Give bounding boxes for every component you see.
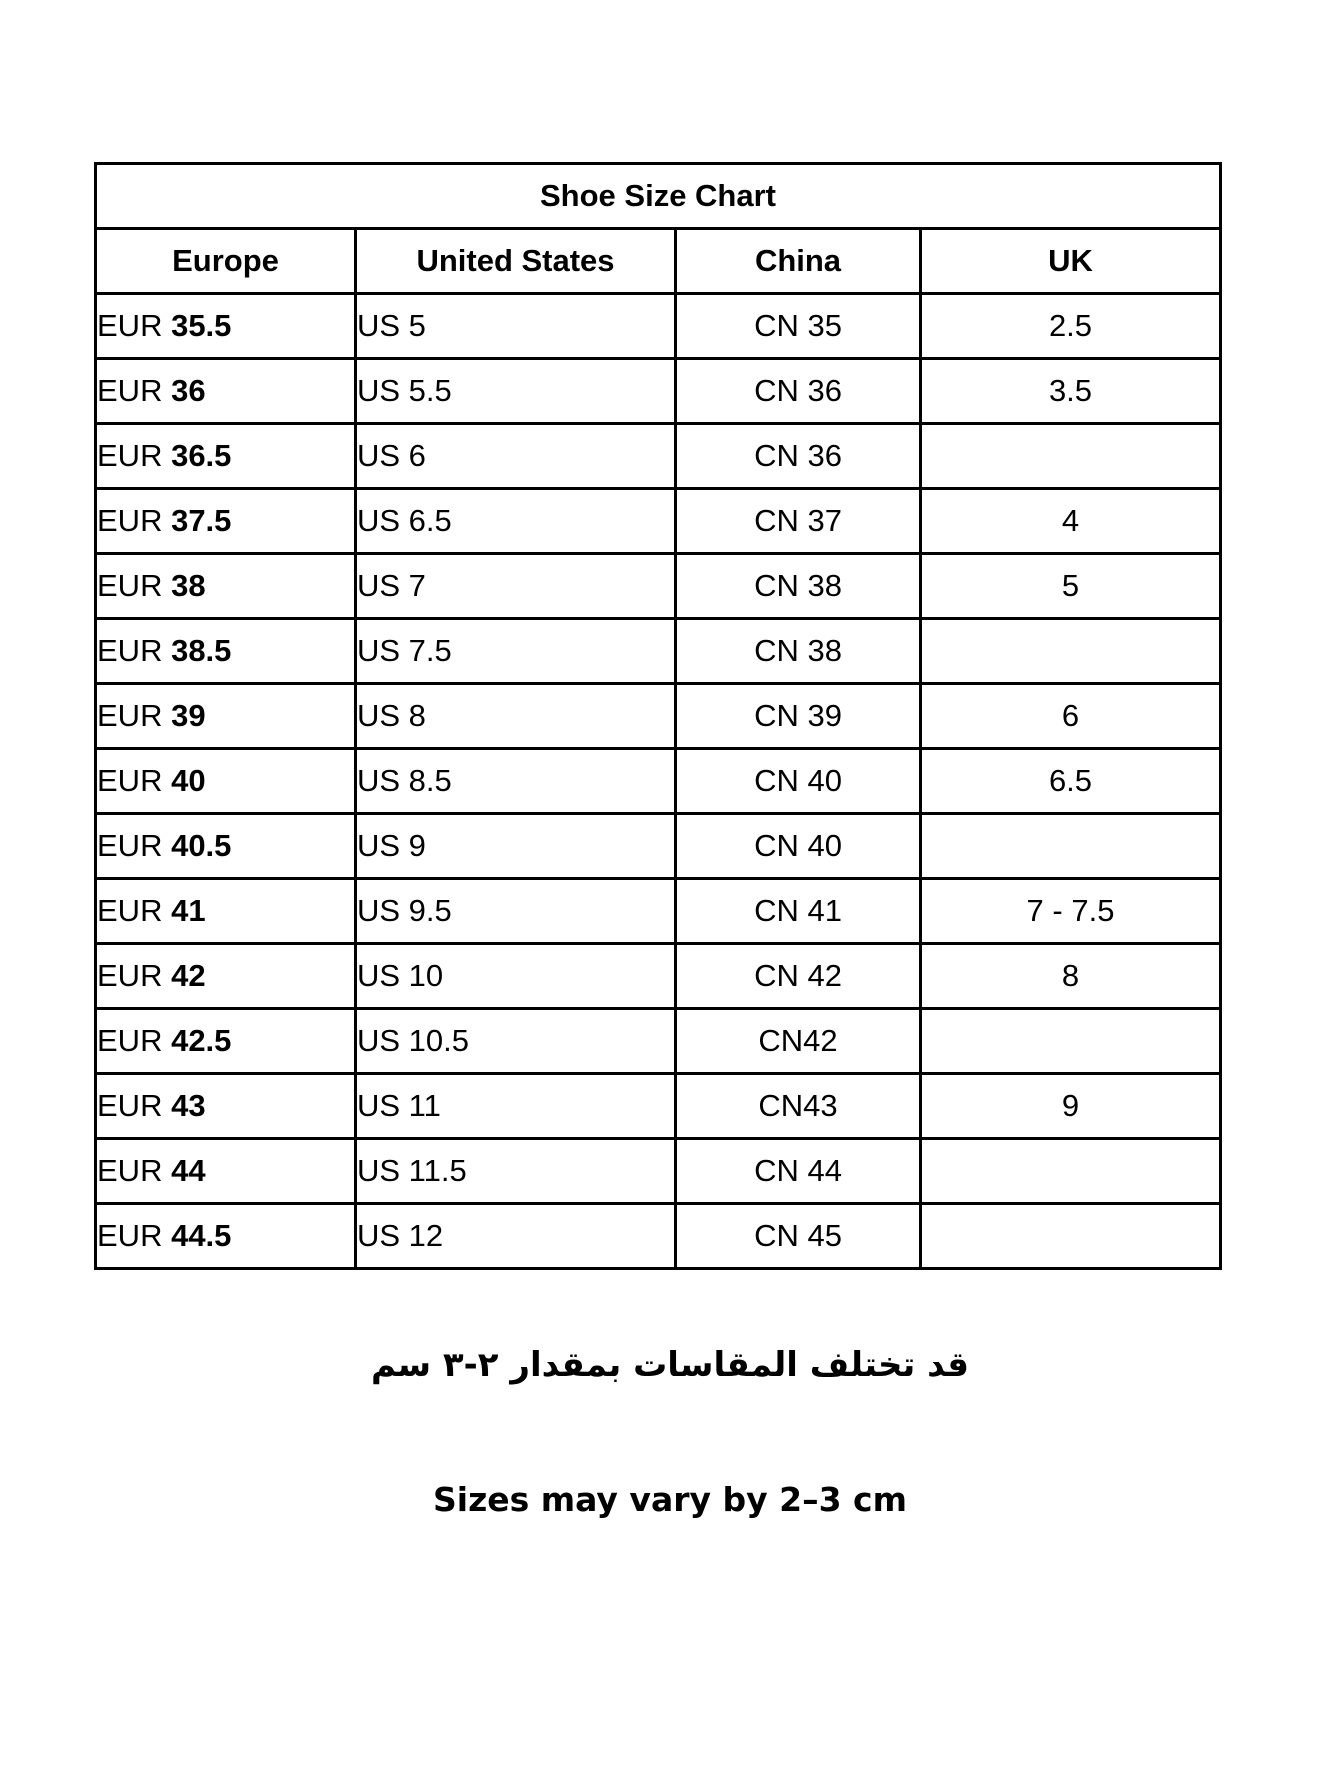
- europe-prefix: EUR: [97, 307, 163, 343]
- cell-united-states: US 8: [356, 684, 676, 749]
- table-row: [96, 1074, 1221, 1139]
- cell-europe: [96, 294, 356, 359]
- cell-china: CN 35: [676, 294, 921, 359]
- page-title: Shoe Size Chart: [96, 164, 1221, 229]
- cell-united-states: US 9.5: [356, 879, 676, 944]
- europe-prefix: EUR: [97, 1087, 163, 1123]
- europe-size: 36.5: [171, 437, 232, 473]
- europe-prefix: EUR: [97, 632, 163, 668]
- cell-europe: [96, 1139, 356, 1204]
- column-header-china: China: [676, 229, 921, 294]
- europe-size: 41: [171, 892, 206, 928]
- cell-united-states: US 6: [356, 424, 676, 489]
- europe-size: 44: [171, 1152, 206, 1188]
- cell-europe: [96, 814, 356, 879]
- europe-prefix: EUR: [97, 827, 163, 863]
- cell-uk: 3.5: [921, 359, 1221, 424]
- column-header-united-states: United States: [356, 229, 676, 294]
- cell-uk: 5: [921, 554, 1221, 619]
- cell-europe: [96, 879, 356, 944]
- cell-uk: 4: [921, 489, 1221, 554]
- table-row: [96, 879, 1221, 944]
- cell-united-states: US 7.5: [356, 619, 676, 684]
- europe-size: 42: [171, 957, 206, 993]
- cell-china: CN 38: [676, 554, 921, 619]
- cell-united-states: US 8.5: [356, 749, 676, 814]
- table-row: [96, 944, 1221, 1009]
- cell-europe: [96, 684, 356, 749]
- cell-china: CN 38: [676, 619, 921, 684]
- cell-china: CN 40: [676, 749, 921, 814]
- cell-uk: [921, 814, 1221, 879]
- cell-europe: [96, 1074, 356, 1139]
- cell-united-states: US 11.5: [356, 1139, 676, 1204]
- cell-united-states: US 11: [356, 1074, 676, 1139]
- cell-uk: [921, 1009, 1221, 1074]
- table-row: [96, 1204, 1221, 1269]
- cell-uk: [921, 424, 1221, 489]
- table-row: [96, 684, 1221, 749]
- europe-prefix: EUR: [97, 1022, 163, 1058]
- cell-europe: [96, 944, 356, 1009]
- cell-uk: 9: [921, 1074, 1221, 1139]
- cell-uk: 7 - 7.5: [921, 879, 1221, 944]
- europe-size: 38.5: [171, 632, 232, 668]
- cell-china: CN 44: [676, 1139, 921, 1204]
- europe-size: 38: [171, 567, 206, 603]
- cell-china: CN42: [676, 1009, 921, 1074]
- cell-united-states: US 10: [356, 944, 676, 1009]
- table-row: [96, 619, 1221, 684]
- cell-europe: [96, 1009, 356, 1074]
- europe-prefix: EUR: [97, 892, 163, 928]
- europe-prefix: EUR: [97, 762, 163, 798]
- cell-united-states: US 5.5: [356, 359, 676, 424]
- table-row: [96, 814, 1221, 879]
- europe-prefix: EUR: [97, 697, 163, 733]
- europe-size: 43: [171, 1087, 206, 1123]
- shoe-size-chart: [94, 162, 1219, 1270]
- cell-united-states: US 7: [356, 554, 676, 619]
- cell-united-states: US 9: [356, 814, 676, 879]
- note-arabic: قد تختلف المقاسات بمقدار ٢-٣ سم: [370, 1345, 970, 1385]
- cell-europe: [96, 359, 356, 424]
- europe-size: 40: [171, 762, 206, 798]
- cell-uk: 6.5: [921, 749, 1221, 814]
- cell-china: CN43: [676, 1074, 921, 1139]
- table-title-row: [96, 164, 1221, 229]
- cell-china: CN 42: [676, 944, 921, 1009]
- europe-prefix: EUR: [97, 502, 163, 538]
- cell-united-states: US 12: [356, 1204, 676, 1269]
- table-row: [96, 424, 1221, 489]
- europe-size: 44.5: [171, 1217, 232, 1253]
- table-row: [96, 294, 1221, 359]
- column-header-europe: Europe: [96, 229, 356, 294]
- table-header-row: [96, 229, 1221, 294]
- cell-europe: [96, 489, 356, 554]
- cell-china: CN 40: [676, 814, 921, 879]
- cell-europe: [96, 1204, 356, 1269]
- table-row: [96, 1009, 1221, 1074]
- cell-united-states: US 6.5: [356, 489, 676, 554]
- cell-europe: [96, 554, 356, 619]
- table-row: [96, 359, 1221, 424]
- cell-uk: [921, 1204, 1221, 1269]
- europe-prefix: EUR: [97, 437, 163, 473]
- size-chart-table: [94, 162, 1222, 1270]
- cell-uk: [921, 1139, 1221, 1204]
- table-row: [96, 749, 1221, 814]
- cell-uk: 6: [921, 684, 1221, 749]
- europe-size: 37.5: [171, 502, 232, 538]
- table-row: [96, 489, 1221, 554]
- europe-prefix: EUR: [97, 957, 163, 993]
- europe-prefix: EUR: [97, 567, 163, 603]
- cell-europe: [96, 424, 356, 489]
- column-header-uk: UK: [921, 229, 1221, 294]
- europe-size: 40.5: [171, 827, 232, 863]
- europe-size: 35.5: [171, 307, 232, 343]
- note-english: Sizes may vary by 2–3 cm: [433, 1480, 907, 1519]
- europe-prefix: EUR: [97, 372, 163, 408]
- europe-size: 39: [171, 697, 206, 733]
- europe-size: 36: [171, 372, 206, 408]
- cell-china: CN 39: [676, 684, 921, 749]
- cell-united-states: US 10.5: [356, 1009, 676, 1074]
- cell-uk: 8: [921, 944, 1221, 1009]
- table-row: [96, 1139, 1221, 1204]
- cell-china: CN 36: [676, 424, 921, 489]
- cell-united-states: US 5: [356, 294, 676, 359]
- cell-china: CN 36: [676, 359, 921, 424]
- europe-prefix: EUR: [97, 1217, 163, 1253]
- cell-uk: [921, 619, 1221, 684]
- cell-china: CN 37: [676, 489, 921, 554]
- europe-size: 42.5: [171, 1022, 232, 1058]
- cell-uk: 2.5: [921, 294, 1221, 359]
- europe-prefix: EUR: [97, 1152, 163, 1188]
- cell-china: CN 41: [676, 879, 921, 944]
- cell-europe: [96, 619, 356, 684]
- cell-china: CN 45: [676, 1204, 921, 1269]
- cell-europe: [96, 749, 356, 814]
- table-row: [96, 554, 1221, 619]
